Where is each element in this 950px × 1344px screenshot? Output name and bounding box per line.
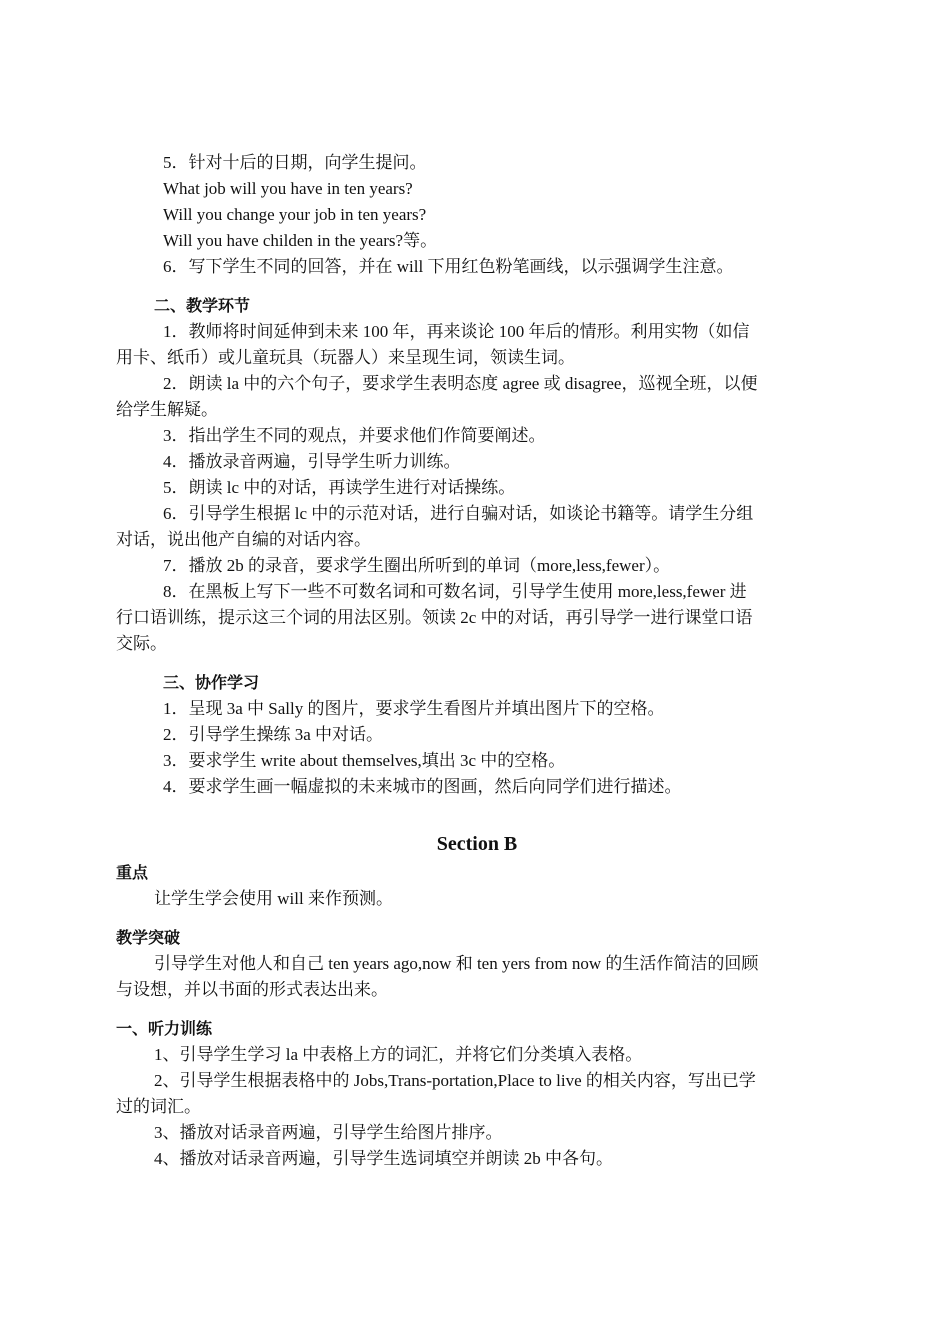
paragraph-line: 1．呈现 3a 中 Sally 的图片，要求学生看图片并填出图片下的空格。 bbox=[163, 699, 665, 718]
paragraph-line: 2、引导学生根据表格中的 Jobs,Trans-portation,Place to live 的相关内容，写出已学 bbox=[154, 1071, 756, 1090]
paragraph-line: 让学生学会使用 will 来作预测。 bbox=[154, 889, 393, 908]
text-line: Will you change your job in ten years? bbox=[163, 205, 427, 224]
paragraph-line: 用卡、纸币）或儿童玩具（玩器人）来呈现生词，领读生词。 bbox=[116, 348, 575, 367]
paragraph-line: 8．在黑板上写下一些不可数名词和可数名词，引导学生使用 more,less,fewer 进 bbox=[163, 582, 747, 601]
paragraph-line: 3．指出学生不同的观点，并要求他们作简要阐述。 bbox=[163, 426, 546, 445]
subsection-heading: 一、听力训练 bbox=[116, 1019, 213, 1038]
paragraph-line: 5．朗读 lc 中的对话，再读学生进行对话操练。 bbox=[163, 478, 516, 497]
paragraph-line: 给学生解疑。 bbox=[116, 400, 218, 419]
paragraph-line: 行口语训练，提示这三个词的用法区别。领读 2c 中的对话，再引导学一进行课堂口语 bbox=[116, 608, 753, 627]
paragraph-line: 1、引导学生学习 la 中表格上方的词汇，并将它们分类填入表格。 bbox=[154, 1045, 643, 1064]
subsection-heading: 教学突破 bbox=[116, 928, 181, 947]
text-line: 5．针对十后的日期，向学生提问。 bbox=[163, 153, 427, 172]
paragraph-line: 2．引导学生操练 3a 中对话。 bbox=[163, 725, 384, 744]
paragraph-line: 4．播放录音两遍，引导学生听力训练。 bbox=[163, 452, 461, 471]
spacer bbox=[116, 280, 838, 293]
paragraph-line: 对话，说出他产自编的对话内容。 bbox=[116, 530, 371, 549]
paragraph-line: 4、播放对话录音两遍，引导学生选词填空并朗读 2b 中各句。 bbox=[154, 1149, 613, 1168]
document-body bbox=[116, 150, 838, 1172]
spacer bbox=[116, 800, 838, 824]
spacer bbox=[116, 1003, 838, 1016]
paragraph-line: 过的词汇。 bbox=[116, 1097, 201, 1116]
paragraph-line: 引导学生对他人和自己 ten years ago,now 和 ten yers from now 的生活作简洁的回顾 bbox=[154, 954, 759, 973]
paragraph-line: 3．要求学生 write about themselves,填出 3c 中的空格。 bbox=[163, 751, 566, 770]
spacer bbox=[116, 912, 838, 925]
paragraph-line: 7．播放 2b 的录音，要求学生圈出所听到的单词（more,less,fewer）。 bbox=[163, 556, 671, 575]
paragraph-line: 4．要求学生画一幅虚拟的未来城市的图画，然后向同学们进行描述。 bbox=[163, 777, 682, 796]
subsection-heading: 重点 bbox=[116, 863, 149, 882]
text-line: What job will you have in ten years? bbox=[163, 179, 413, 198]
paragraph-line: 6．引导学生根据 lc 中的示范对话，进行自骗对话，如谈论书籍等。请学生分组 bbox=[163, 504, 754, 523]
section-heading: 二、教学环节 bbox=[154, 296, 251, 315]
spacer bbox=[116, 657, 838, 670]
section-title: Section B bbox=[436, 833, 518, 855]
text-line: Will you have childen in the years?等。 bbox=[163, 231, 438, 250]
text-line: 6．写下学生不同的回答，并在 will 下用红色粉笔画线，以示强调学生注意。 bbox=[163, 257, 734, 276]
paragraph-line: 2．朗读 la 中的六个句子，要求学生表明态度 agree 或 disagree，巡视全班，以便 bbox=[163, 374, 758, 393]
section-heading: 三、协作学习 bbox=[163, 673, 260, 692]
paragraph-line: 1．教师将时间延伸到未来 100 年，再来谈论 100 年后的情形。利用实物（如信 bbox=[163, 322, 750, 341]
paragraph-line: 交际。 bbox=[116, 634, 167, 653]
paragraph-line: 与设想，并以书面的形式表达出来。 bbox=[116, 980, 388, 999]
paragraph-line: 3、播放对话录音两遍，引导学生给图片排序。 bbox=[154, 1123, 503, 1142]
